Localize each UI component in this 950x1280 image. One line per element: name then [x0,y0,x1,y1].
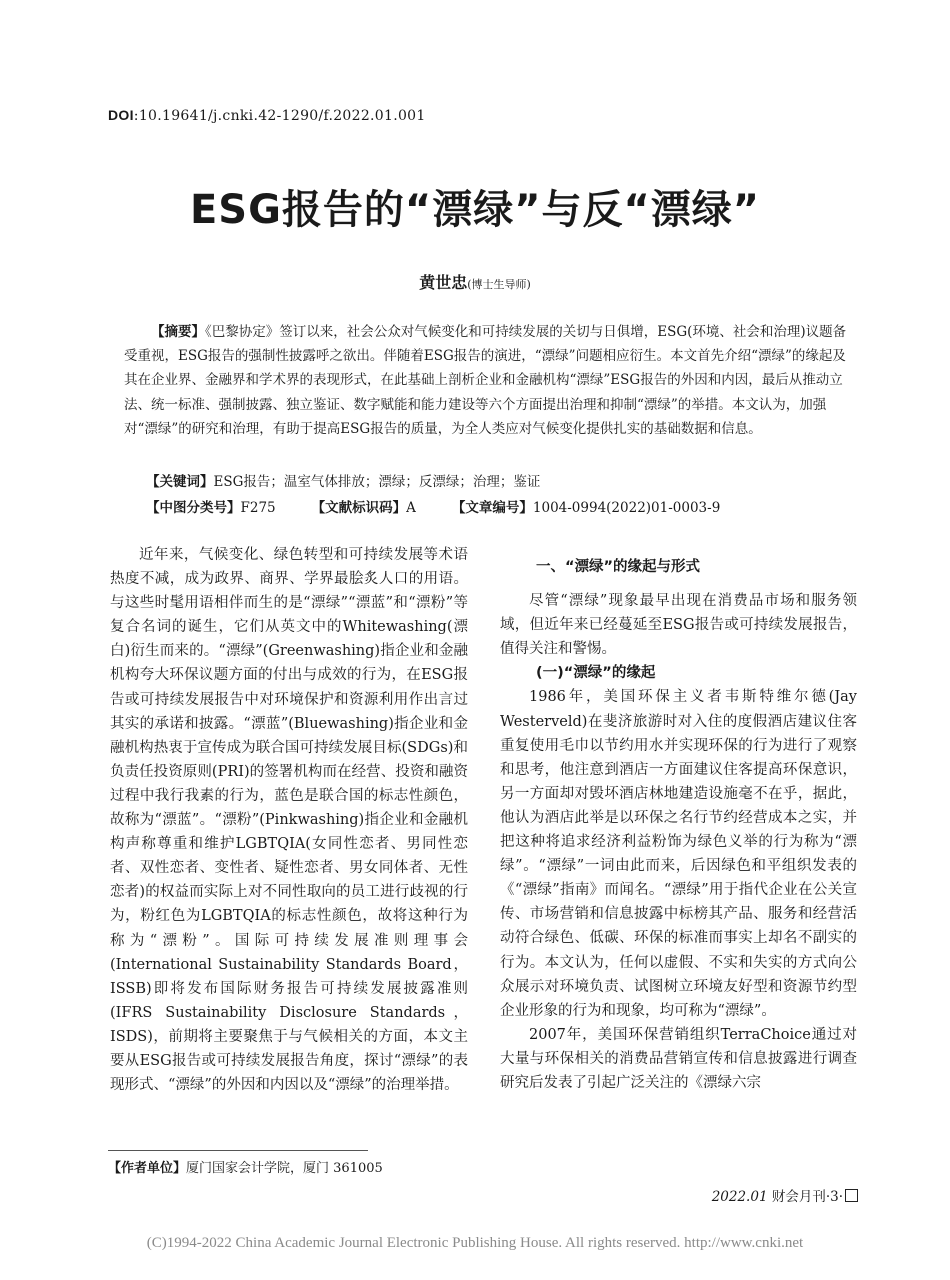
issue-number: 2022.01 [711,1189,768,1205]
author-role: (博士生导师) [467,278,531,291]
affiliation-label: 【作者单位】 [108,1161,187,1176]
body-paragraph: 近年来，气候变化、绿色转型和可持续发展等术语热度不减，成为政界、商界、学界最脍炙人口的用语。与这些时髦用语相伴而生的是“漂绿”“漂蓝”和“漂粉”等复合名词的诞生，它们从英文中的Whitewashing(漂白)衍生而来的。“漂绿”(Greenwashing)指企业和金融机构夸大环保议题方面的付出与成效的行为，在ESG报告或可持续发展报告中对环境保护和资源利用作出言过其实的承诺和披露。“漂蓝”(Bluewashing)指企业和金融机构热衷于宣传成为联合国可持续发展目标(SDGs)和负责任投资原则(PRI)的签署机构而在经营、投资和融资过程中我行我素的行为，蓝色是联合国的标志性颜色，故称为“漂蓝”。“漂粉”(Pinkwashing)指企业和金融机构声称尊重和维护LGBTQIA(女同性恋者、男同性恋者、双性恋者、变性者、疑性恋者、男女同体者、无性恋者)的权益而实际上对不同性取向的员工进行歧视的行为，粉红色为LGBTQIA的标志性颜色，故将这种行为称为“漂粉”。国际可持续发展准则理事会(International Sustainability Standards Board，ISSB)即将发布国际财务报告可持续发展披露准则(IFRS Sustainability Disclosure Standards，ISDS)，前期将主要聚焦于与气候相关的方面，本文主要从ESG报告或可持续发展报告角度，探讨“漂绿”的表现形式、“漂绿”的外因和内因以及“漂绿”的治理举措。 [110,547,468,1094]
abstract-label: 【摘要】 [151,324,205,340]
section-heading: 一、“漂绿”的缘起与形式 [536,559,701,575]
keywords-line [146,470,540,490]
article-title: ESG报告的“漂绿”与反“漂绿” [189,187,761,233]
body-paragraph: 尽管“漂绿”现象最早出现在消费品市场和服务领域，但近年来已经蔓延至ESG报告或可持续发展报告，值得关注和警惕。 [500,593,857,658]
subsection-heading: (一)“漂绿”的缘起 [536,665,656,682]
affiliation-text: 厦门国家会计学院，厦门 361005 [186,1161,383,1176]
body-paragraph: 1986年，美国环保主义者韦斯特维尔德(Jay Westerveld)在斐济旅游时对入住的度假酒店建议住客重复使用毛巾以节约用水并实现环保的行为进行了观察和思考，他注意到酒店一方面建议住客提高环保意识，另一方面却对毁坏酒店林地建造设施毫不在乎，据此，他认为酒店此举是以环保之名行节约经营成本之实，并把这种将追求经济利益粉饰为绿色义举的行为称为“漂绿”。“漂绿”一词由此而来，后因绿色和平组织发表的《“漂绿”指南》而闻名。“漂绿”用于指代企业在公关宣传、市场营销和信息披露中标榜其产品、服务和经营活动符合绿色、低碳、环保的标准而事实上却名不副实的行为。本文认为，任何以虚假、不实和失实的方式向公众展示对环境负责、试图树立环境友好型和资源节约型企业形象的行为和现象，均可称为“漂绿”。 [500,689,857,1019]
clc-value: F275 [240,500,276,516]
keywords-label: 【关键词】 [146,474,214,490]
abstract-paragraph [124,320,852,441]
abstract-text: 《巴黎协定》签订以来，社会公众对气候变化和可持续发展的关切与日俱增，ESG(环境、社会和治理)议题备受重视，ESG报告的强制性披露呼之欲出。伴随着ESG报告的演进，“漂绿”问题相应衍生。本文首先介绍“漂绿”的缘起及其在企业界、金融界和学术界的表现形式，在此基础上剖析企业和金融机构“漂绿”ESG报告的外因和内因，最后从推动立法、统一标准、强制披露、独立鉴证、数字赋能和能力建设等六个方面提出治理和抑制“漂绿”的举措。本文认为，加强对“漂绿”的研究和治理，有助于提高ESG报告的质量，为全人类应对气候变化提供扎实的基础数据和信息。 [124,324,847,437]
keywords-text: ESG报告；温室气体排放；漂绿；反漂绿；治理；鉴证 [213,474,541,490]
author-affiliation [108,1157,383,1176]
page-number: ·3· [825,1189,843,1205]
doc-code-value: A [406,500,416,516]
article-no-value: 1004-0994(2022)01-0003-9 [532,500,721,516]
doi-value: 10.19641/j.cnki.42-1290/f.2022.01.001 [138,108,426,124]
box-glyph-icon [845,1189,858,1202]
classification-line [146,496,720,516]
clc-label: 【中图分类号】 [146,500,241,516]
body-paragraph: 2007年，美国环保营销组织TerraChoice通过对大量与环保相关的消费品营销宣传和信息披露进行调查研究后发表了引起广泛关注的《漂绿六宗 [500,1026,857,1091]
journal-name: 财会月刊 [771,1189,826,1205]
doc-code-label: 【文献标识码】 [311,500,407,516]
footnote-divider [108,1150,368,1151]
doi-separator: : [133,108,139,124]
author-line [0,270,950,293]
doi-line [108,107,426,124]
copyright-watermark: (C)1994-2022 China Academic Journal Electronic Publishing House. All rights reserved. http://www.cnki.net [146,1235,804,1251]
right-column [500,555,857,1095]
page-footer [712,1185,858,1205]
doi-label: DOI [108,107,134,123]
author-name: 黄世忠 [419,273,468,292]
left-column [110,543,468,1097]
abstract-block [124,320,852,441]
article-no-label: 【文章编号】 [451,500,533,516]
